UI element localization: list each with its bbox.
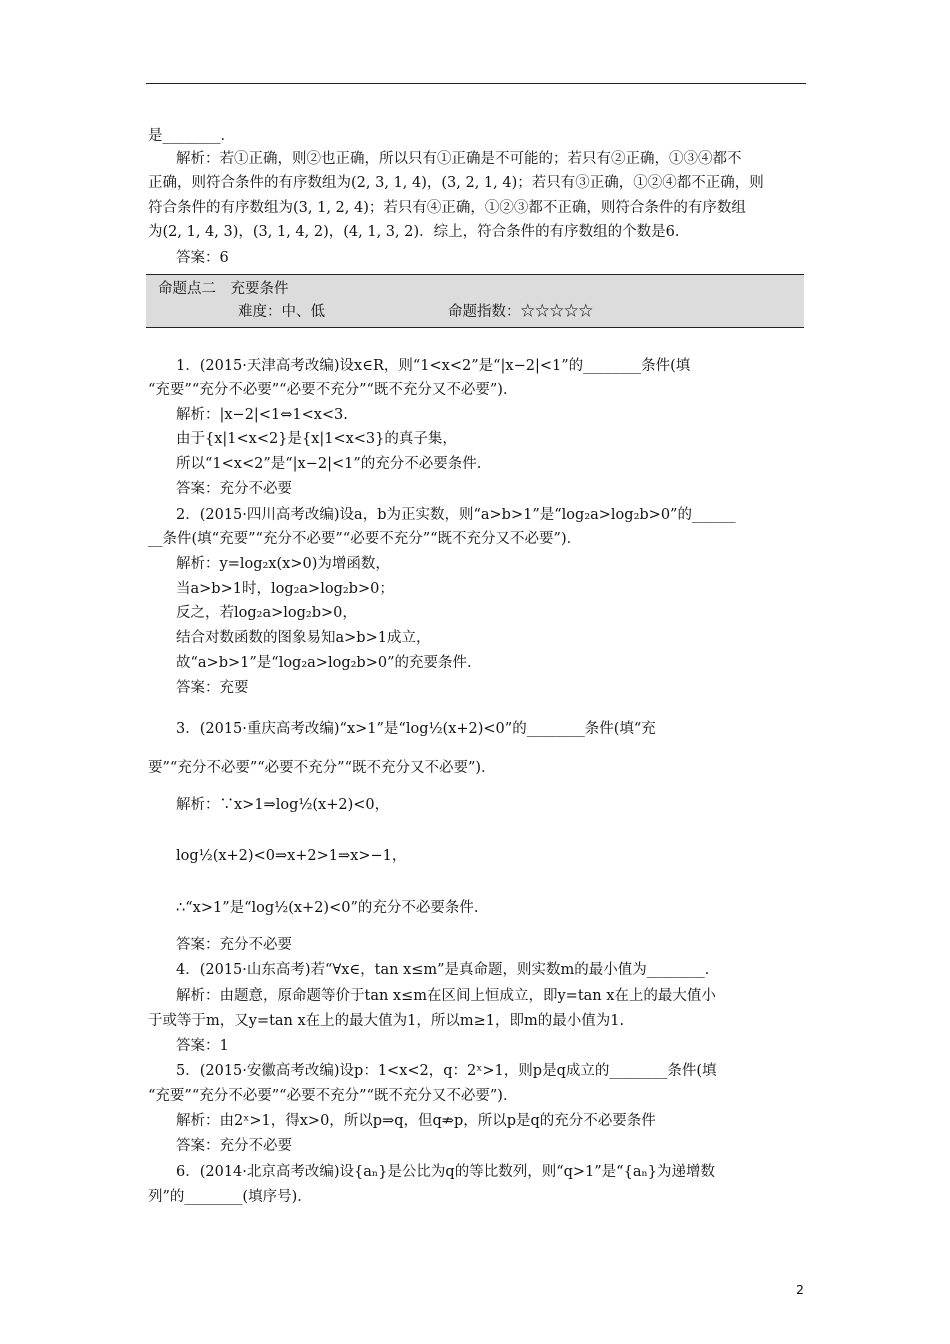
text-line: 列”的________(填序号)． bbox=[148, 1189, 312, 1205]
text-line: 为(2, 1, 4, 3)，(3, 1, 4, 2)，(4, 1, 3, 2)．综上，符合条件的有序数组的个数是6. bbox=[148, 224, 680, 240]
header-rule bbox=[146, 83, 806, 84]
question-line: 3．(2015·重庆高考改编)“x>1”是“log½(x+2)<0”的________条件(填“充 bbox=[176, 721, 656, 737]
topic-title: 命题点二 充要条件 bbox=[158, 281, 289, 297]
question-line: 1．(2015·天津高考改编)设x∈R，则“1<x<2”是“|x−2|<1”的________条件(填 bbox=[176, 358, 691, 374]
text-line: 要”“充分不必要”“必要不充分”“既不充分又不必要”)． bbox=[148, 760, 496, 776]
answer-line: 答案：充要 bbox=[176, 680, 249, 696]
question-line: 6．(2014·北京高考改编)设{aₙ}是公比为q的等比数列，则“q>1”是“{aₙ}为递增数 bbox=[176, 1164, 715, 1180]
question-line: 4．(2015·山东高考)若“∀x∈，tan x≤m”是真命题，则实数m的最小值为________． bbox=[176, 962, 720, 978]
question-line: 2．(2015·四川高考改编)设a，b为正实数，则“a>b>1”是“log₂a>log₂b>0”的______ bbox=[176, 507, 736, 523]
text-line: 解析：y=log₂x(x>0)为增函数， bbox=[176, 556, 390, 572]
text-line: 是________． bbox=[148, 128, 235, 144]
text-line: 故“a>b>1”是“log₂a>log₂b>0”的充要条件. bbox=[176, 655, 472, 671]
answer-line: 答案：充分不必要 bbox=[176, 937, 292, 953]
topic-difficulty: 难度：中、低 bbox=[238, 304, 325, 320]
text-line: “充要”“充分不必要”“必要不充分”“既不充分又不必要”)． bbox=[148, 1088, 518, 1104]
text-line: “充要”“充分不必要”“必要不充分”“既不充分又不必要”)． bbox=[148, 382, 518, 398]
text-line: ∴“x>1”是“log½(x+2)<0”的充分不必要条件. bbox=[176, 900, 479, 916]
text-line: 解析：∵x>1⇒log½(x+2)<0， bbox=[176, 797, 390, 813]
text-line: 解析：由题意，原命题等价于tan x≤m在区间上恒成立，即y=tan x在上的最大值小 bbox=[176, 988, 716, 1004]
topic-index: 命题指数：☆☆☆☆☆ bbox=[448, 304, 593, 320]
answer-line: 答案：6 bbox=[176, 250, 229, 266]
answer-line: 答案：1 bbox=[176, 1038, 229, 1054]
text-line: 反之，若log₂a>log₂b>0， bbox=[176, 605, 357, 621]
text-line: 符合条件的有序数组为(3, 1, 2, 4)；若只有④正确，①②③都不正确，则符合条件的有序数组 bbox=[148, 200, 746, 216]
text-line: 解析：若①正确，则②也正确，所以只有①正确是不可能的；若只有②正确，①③④都不 bbox=[176, 151, 742, 167]
text-line: 于或等于m，又y=tan x在上的最大值为1，所以m≥1，即m的最小值为1. bbox=[148, 1013, 625, 1029]
text-line: 所以“1<x<2”是“|x−2|<1”的充分不必要条件. bbox=[176, 456, 482, 472]
text-line: 解析：|x−2|<1⇔1<x<3. bbox=[176, 407, 348, 423]
text-line: 结合对数函数的图象易知a>b>1成立， bbox=[176, 630, 431, 646]
answer-line: 答案：充分不必要 bbox=[176, 1138, 292, 1154]
answer-line: 答案：充分不必要 bbox=[176, 481, 292, 497]
text-line: 当a>b>1时，log₂a>log₂b>0； bbox=[176, 581, 394, 597]
question-line: 5．(2015·安徽高考改编)设p：1<x<2，q：2ˣ>1，则p是q成立的________条件(填 bbox=[176, 1063, 717, 1079]
text-line: 正确，则符合条件的有序数组为(2, 3, 1, 4)，(3, 2, 1, 4)；若只有③正确，①②④都不正确，则 bbox=[148, 175, 764, 191]
text-line: __条件(填“充要”“充分不必要”“必要不充分”“既不充分又不必要”)． bbox=[148, 531, 582, 547]
topic-box bbox=[146, 274, 804, 328]
page-number: 2 bbox=[796, 1282, 804, 1297]
text-line: 解析：由2ˣ>1，得x>0，所以p⇒q，但q⇏p，所以p是q的充分不必要条件 bbox=[176, 1113, 656, 1129]
text-line: log½(x+2)<0⇒x+2>1⇒x>−1， bbox=[176, 848, 407, 864]
text-line: 由于{x|1<x<2}是{x|1<x<3}的真子集， bbox=[176, 431, 457, 447]
